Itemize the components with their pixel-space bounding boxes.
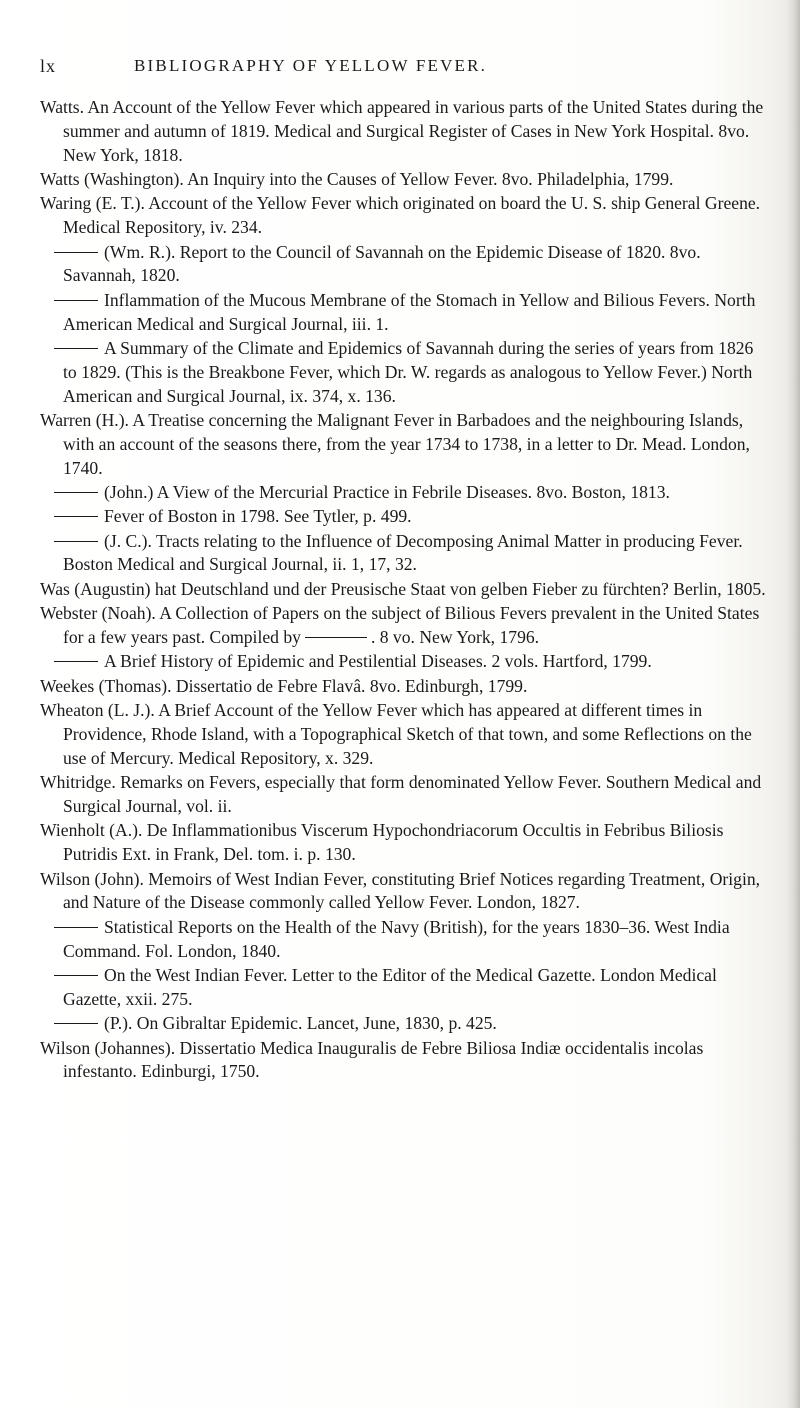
ditto-dash — [54, 252, 98, 253]
entry-text: Wienholt (A.). De Inflammationibus Viscerum Hypochondriacorum Occultis in Febribus Biliosis Putridis Ext. in Frank, Del. tom. i. p. 130. — [40, 820, 724, 865]
bibliography-entry — [40, 289, 766, 337]
bibliography-entry — [40, 168, 766, 192]
bibliography-entry — [40, 530, 766, 578]
bibliography-entry — [40, 675, 766, 699]
bibliography-entry — [40, 699, 766, 770]
bibliography-entry — [40, 771, 766, 819]
ditto-dash — [54, 516, 98, 517]
bibliography-entry — [40, 916, 766, 964]
entry-text: (P.). On Gibraltar Epidemic. Lancet, June, 1830, p. 425. — [104, 1013, 497, 1034]
bibliography-entries — [40, 96, 766, 1085]
ditto-dash — [54, 1023, 98, 1024]
running-title: BIBLIOGRAPHY OF YELLOW FEVER. — [134, 56, 488, 75]
compiler-blank — [305, 637, 367, 638]
entry-text: A Brief History of Epidemic and Pestilential Diseases. 2 vols. Hartford, 1799. — [104, 651, 652, 672]
entry-text: Statistical Reports on the Health of the Navy (British), for the years 1830–36. West India Command. Fol. London, 1840. — [63, 916, 730, 961]
entry-text: (Wm. R.). Report to the Council of Savannah on the Epidemic Disease of 1820. 8vo. Savannah, 1820. — [63, 241, 701, 286]
ditto-dash — [54, 541, 98, 542]
bibliography-entry — [40, 868, 766, 916]
entry-text: Weekes (Thomas). Dissertatio de Febre Flavâ. 8vo. Edinburgh, 1799. — [40, 675, 528, 696]
bibliography-entry — [40, 1037, 766, 1085]
ditto-dash — [54, 975, 98, 976]
bibliography-entry — [40, 578, 766, 602]
bibliography-entry — [40, 505, 766, 529]
bibliography-entry — [40, 1012, 766, 1036]
bibliography-entry — [40, 337, 766, 408]
bibliography-entry — [40, 650, 766, 674]
page-number: lx — [40, 56, 57, 76]
bibliography-entry — [40, 96, 766, 167]
ditto-dash — [54, 300, 98, 301]
ditto-dash — [54, 492, 98, 493]
entry-text: A Summary of the Climate and Epidemics of Savannah during the series of years from 1826 to 1829. (This is the Breakbone Fever, which Dr. W. regards as analogous to Yellow Fever.) North American and Surgical Journal, ix. 374, x. 136. — [63, 337, 754, 406]
bibliography-entry — [40, 409, 766, 480]
entry-text: (John.) A View of the Mercurial Practice in Febrile Diseases. 8vo. Boston, 1813. — [104, 481, 670, 502]
entry-text: Watts (Washington). An Inquiry into the Causes of Yellow Fever. 8vo. Philadelphia, 1799. — [40, 168, 674, 189]
entry-text: Wilson (John). Memoirs of West Indian Fever, constituting Brief Notices regarding Treatment, Origin, and Nature of the Disease commonly called Yellow Fever. London, 1827. — [40, 868, 761, 913]
entry-text: Was (Augustin) hat Deutschland und der Preusische Staat von gelben Fieber zu fürchten? Berlin, 1805. — [40, 578, 766, 599]
entry-text: Wilson (Johannes). Dissertatio Medica Inauguralis de Febre Biliosa Indiæ occidentalis incolas infestanto. Edinburgi, 1750. — [40, 1037, 704, 1082]
bibliography-entry — [40, 602, 766, 650]
ditto-dash — [54, 927, 98, 928]
ditto-dash — [54, 348, 98, 349]
entry-text: (J. C.). Tracts relating to the Influence of Decomposing Animal Matter in producing Fever. Boston Medical and Surgical Journal, ii. 1, 17, 32. — [63, 530, 743, 575]
entry-text: Fever of Boston in 1798. See Tytler, p. 499. — [104, 506, 412, 527]
bibliography-entry — [40, 192, 766, 240]
bibliography-entry — [40, 241, 766, 289]
page-edge-shadow — [786, 0, 800, 1408]
bibliography-entry — [40, 819, 766, 867]
entry-text: Whitridge. Remarks on Fevers, especially that form denominated Yellow Fever. Southern Medical and Surgical Journal, vol. ii. — [40, 772, 762, 817]
entry-text: . 8 vo. New York, 1796. — [370, 627, 540, 648]
bibliography-entry — [40, 481, 766, 505]
entry-text: Waring (E. T.). Account of the Yellow Fever which originated on board the U. S. ship General Greene. Medical Repository, iv. 234. — [40, 193, 761, 238]
entry-text: Webster (Noah). A Collection of Papers on the subject of Bilious Fevers prevalent in the United States for a few years past. Compiled by — [40, 603, 760, 648]
bibliography-entry — [40, 964, 766, 1012]
page-header — [40, 56, 760, 82]
entry-text: Wheaton (L. J.). A Brief Account of the Yellow Fever which has appeared at different times in Providence, Rhode Island, with a Topographical Sketch of that town, and some Reflections on the use of Mercury. Medical Repository, x. 329. — [40, 700, 752, 768]
ditto-dash — [54, 661, 98, 662]
entry-text: Inflammation of the Mucous Membrane of the Stomach in Yellow and Bilious Fevers. North American Medical and Surgical Journal, iii. 1. — [63, 289, 756, 334]
entry-text: Warren (H.). A Treatise concerning the Malignant Fever in Barbadoes and the neighbouring Islands, with an account of the seasons there, from the year 1734 to 1738, in a letter to Dr. Mead. London, 1740. — [40, 409, 750, 478]
entry-text: On the West Indian Fever. Letter to the Editor of the Medical Gazette. London Medical Gazette, xxii. 275. — [63, 964, 717, 1009]
entry-text: Watts. An Account of the Yellow Fever which appeared in various parts of the United States during the summer and autumn of 1819. Medical and Surgical Register of Cases in New York Hospital. 8vo. New York, 1818. — [40, 97, 764, 165]
